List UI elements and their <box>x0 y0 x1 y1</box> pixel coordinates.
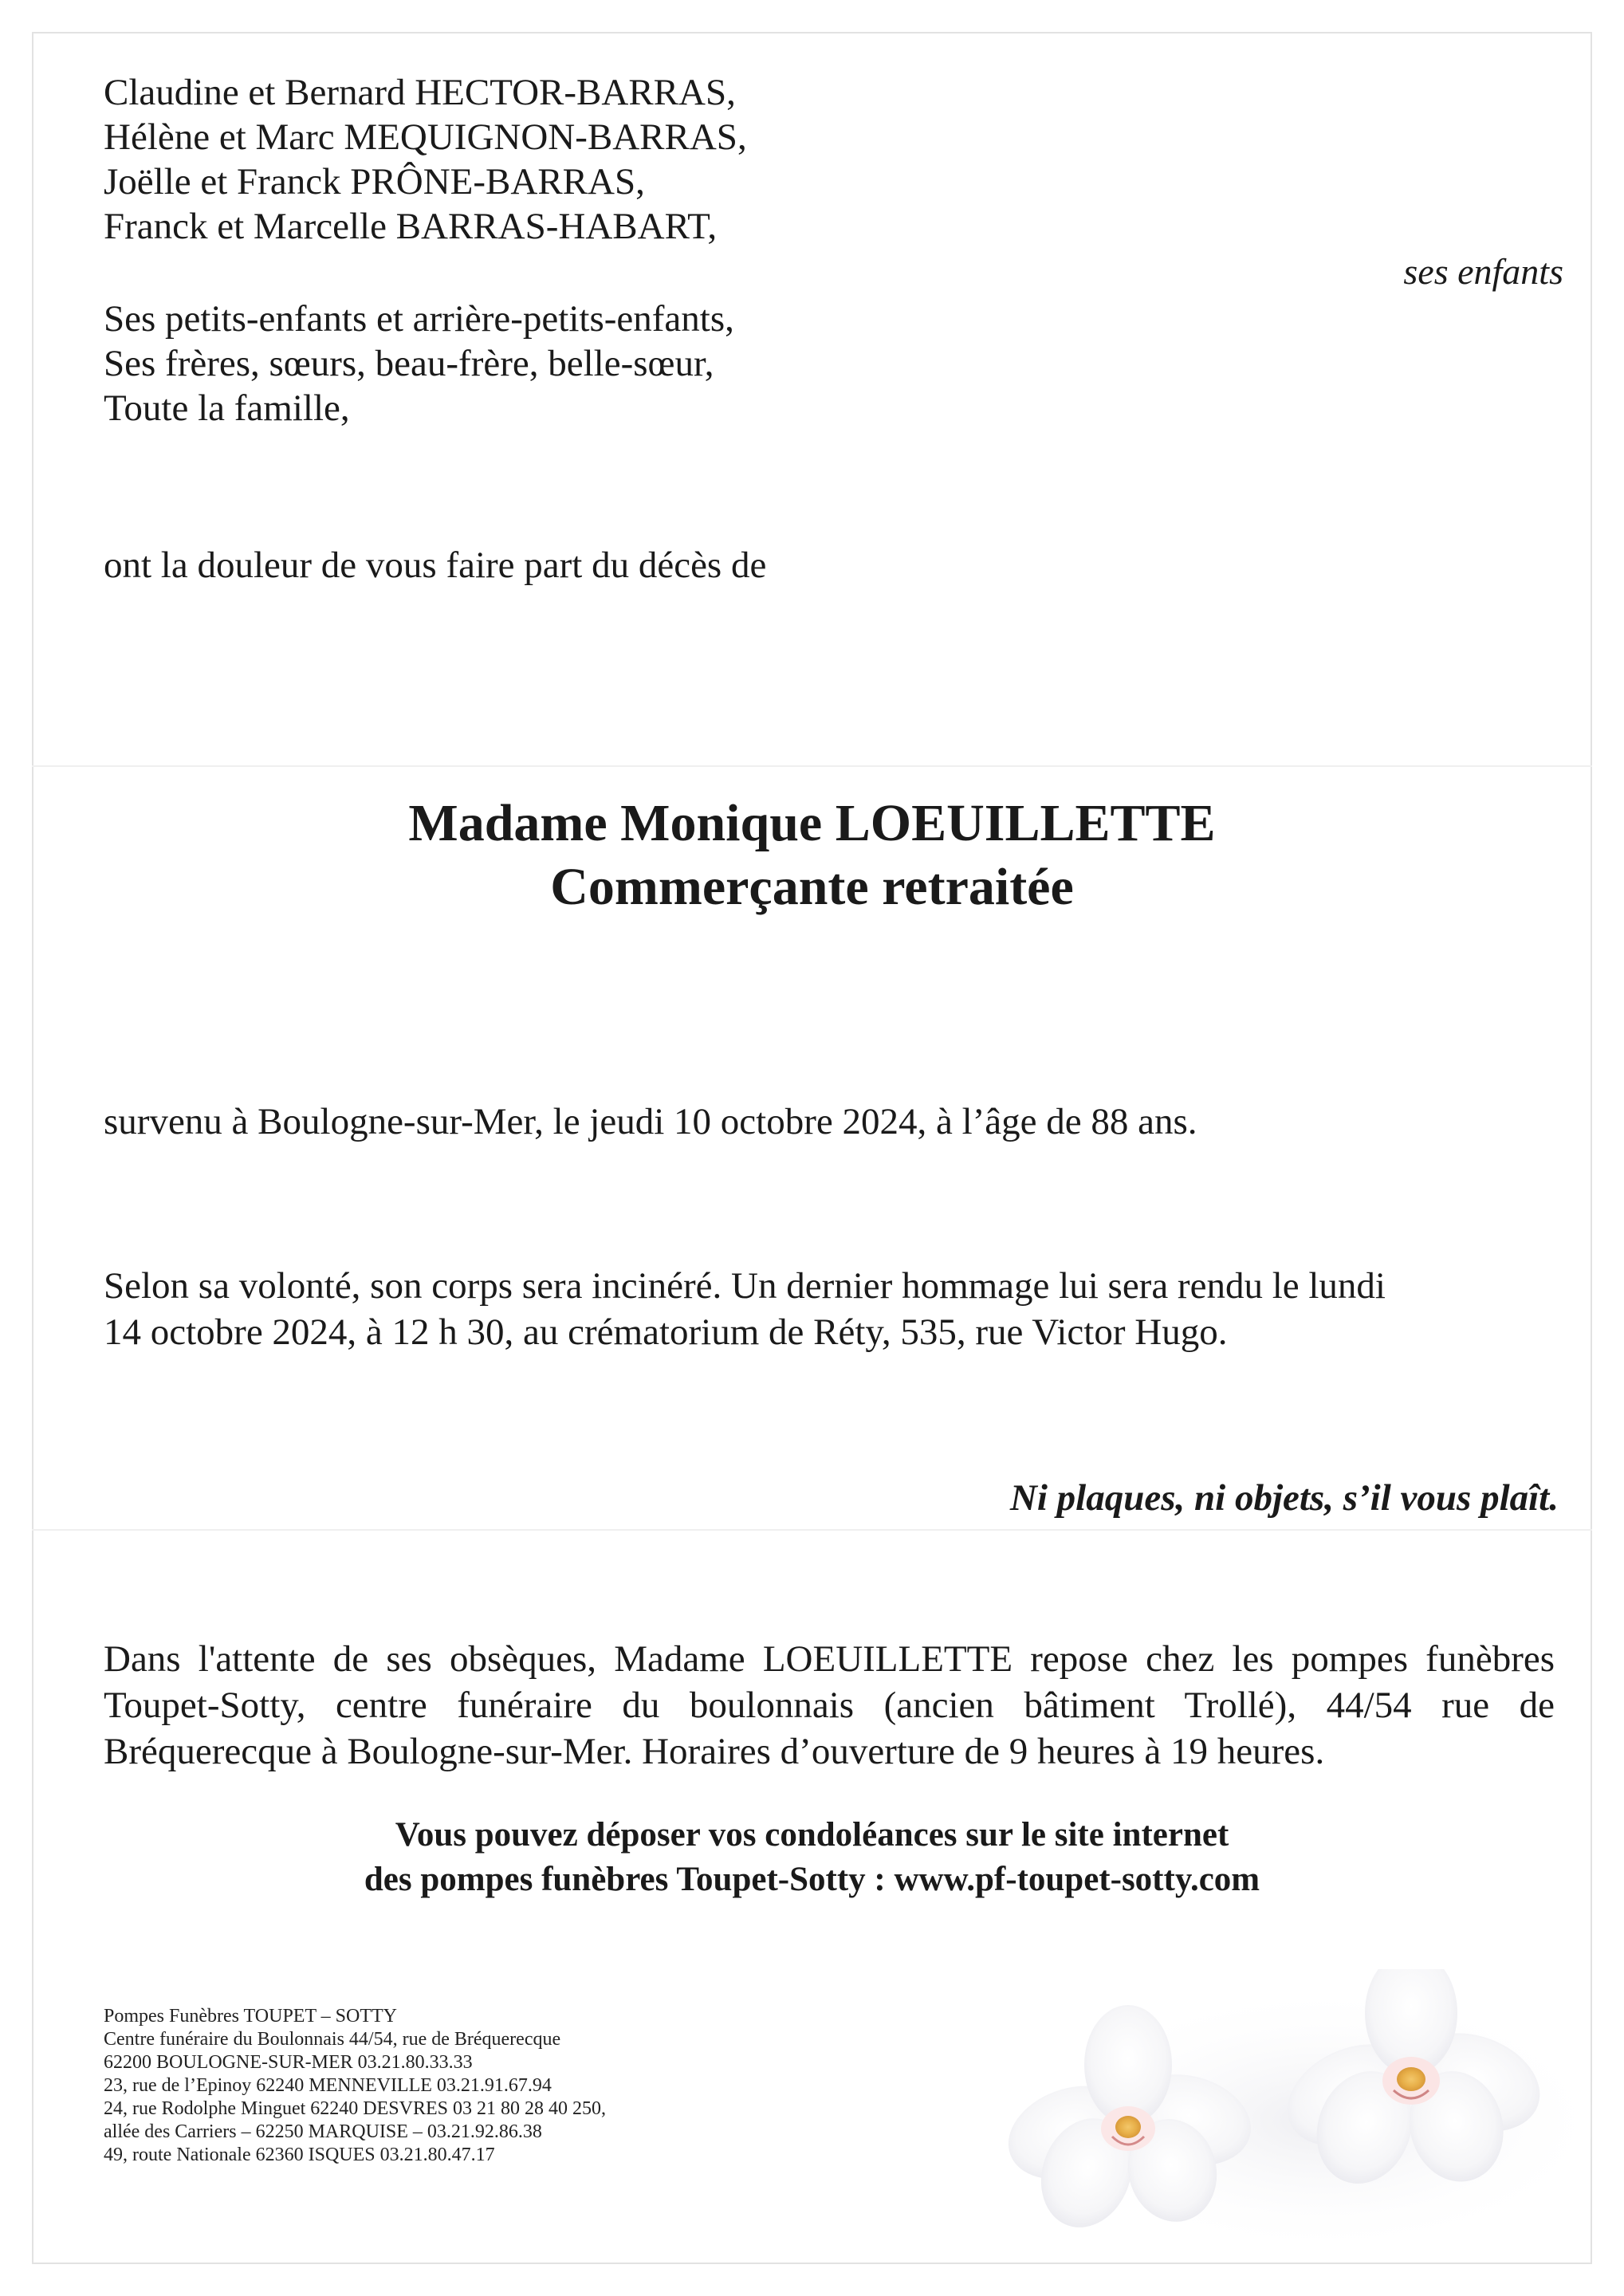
family-line: Claudine et Bernard HECTOR-BARRAS, <box>104 72 736 113</box>
orchid-flowers-decoration <box>1005 1969 1595 2264</box>
fold-line <box>32 765 1592 767</box>
death-notice: survenu à Boulogne-sur-Mer, le jeudi 10 octobre 2024, à l’âge de 88 ans. <box>104 1101 1197 1142</box>
family-list <box>104 70 747 431</box>
family-line: Franck et Marcelle BARRAS-HABART, <box>104 206 718 247</box>
no-plaques-notice: Ni plaques, ni objets, s’il vous plaît. <box>1009 1477 1559 1519</box>
ceremony-line: 14 octobre 2024, à 12 h 30, au crématorium de Réty, 535, rue Victor Hugo. <box>104 1311 1228 1353</box>
family-line: Ses petits-enfants et arrière-petits-enfants, <box>104 298 734 340</box>
contact-line: Pompes Funèbres TOUPET – SOTTY <box>104 2006 398 2027</box>
condolences-line: Vous pouvez déposer vos condoléances sur le site internet <box>395 1816 1229 1854</box>
family-line: Joëlle et Franck PRÔNE-BARRAS, <box>104 161 645 202</box>
condolences-line: des pompes funèbres Toupet-Sotty : www.pf-toupet-sotty.com <box>364 1861 1260 1898</box>
funeral-home-contact <box>104 2005 606 2167</box>
ceremony-line: Selon sa volonté, son corps sera incinéré. Un dernier hommage lui sera rendu le lundi <box>104 1265 1386 1307</box>
family-line: Hélène et Marc MEQUIGNON-BARRAS, <box>104 116 747 158</box>
contact-line: Centre funéraire du Boulonnais 44/54, rue de Bréquerecque <box>104 2029 561 2050</box>
contact-line: 24, rue Rodolphe Minguet 62240 DESVRES 03 21 80 28 40 250, <box>104 2098 606 2119</box>
fold-line <box>32 1529 1592 1531</box>
resting-line: Dans l'attente de ses obsèques, Madame LOEUILLETTE repose chez les pompes funèbres <box>104 1638 1555 1680</box>
contact-line: 62200 BOULOGNE-SUR-MER 03.21.80.33.33 <box>104 2052 473 2073</box>
resting-paragraph <box>104 1636 1555 1775</box>
deceased-occupation: Commerçante retraitée <box>550 858 1074 916</box>
contact-line: 23, rue de l’Epinoy 62240 MENNEVILLE 03.21.91.67.94 <box>104 2075 552 2096</box>
deceased-name: Madame Monique LOEUILLETTE <box>408 794 1216 852</box>
announcement-text: ont la douleur de vous faire part du décès de <box>104 545 767 586</box>
deceased-block <box>0 792 1624 919</box>
resting-line: Bréquerecque à Boulogne-sur-Mer. Horaires d’ouverture de 9 heures à 19 heures. <box>104 1731 1325 1772</box>
contact-line: 49, route Nationale 62360 ISQUES 03.21.80.47.17 <box>104 2145 495 2165</box>
resting-line: Toupet-Sotty, centre funéraire du boulonnais (ancien bâtiment Trollé), 44/54 rue de <box>104 1685 1555 1726</box>
contact-line: allée des Carriers – 62250 MARQUISE – 03.21.92.86.38 <box>104 2121 542 2142</box>
ceremony-paragraph <box>104 1263 1386 1355</box>
family-line: Toute la famille, <box>104 387 350 429</box>
family-line: Ses frères, sœurs, beau-frère, belle-sœur, <box>104 343 714 384</box>
children-role-label: ses enfants <box>1403 251 1563 292</box>
spacer <box>104 249 747 297</box>
condolences-notice <box>0 1813 1624 1902</box>
